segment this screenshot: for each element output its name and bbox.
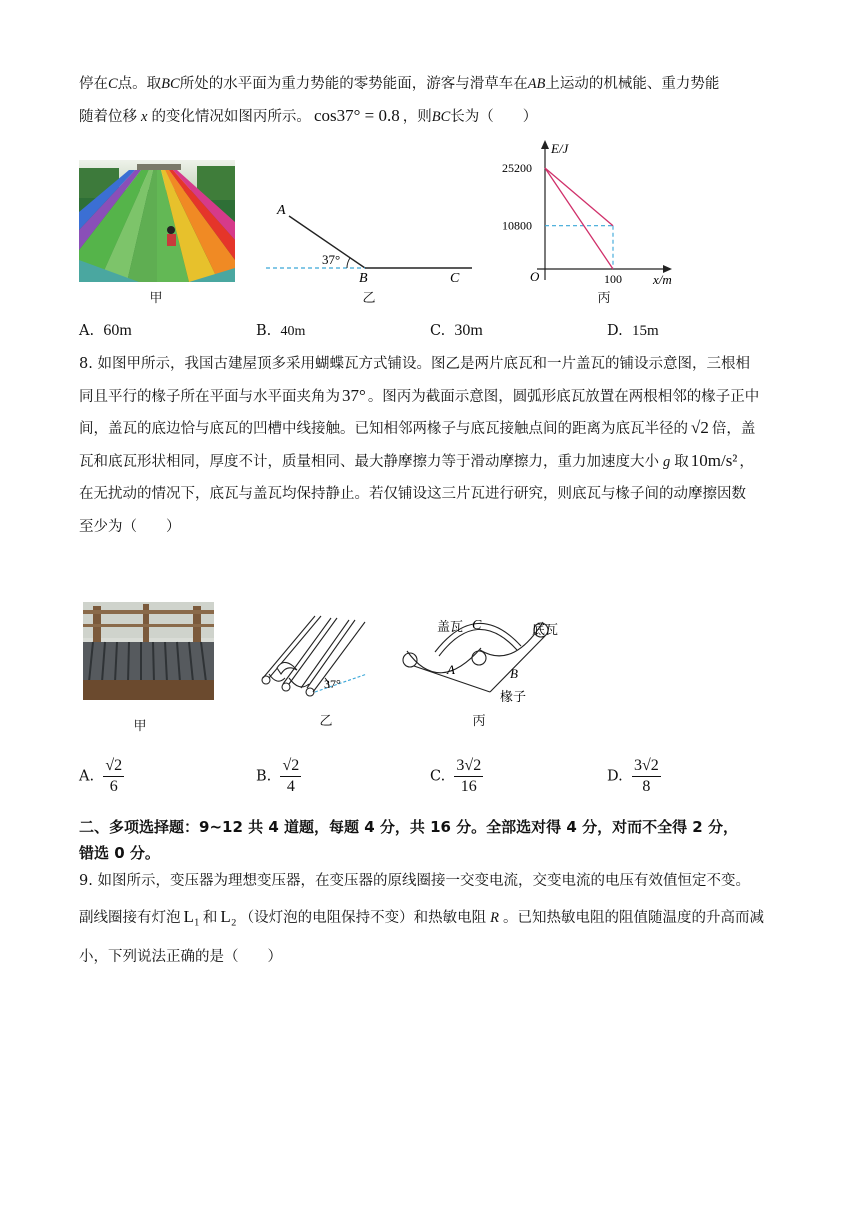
q8-text: 倍，盖 [711,421,756,437]
q8-rafter-diagram [255,612,375,702]
option-fraction [632,756,661,797]
q8-option-c[interactable] [430,756,483,797]
option-letter: A. [79,768,95,785]
q8-fig3-caption: 丙 [472,714,486,729]
q8-label-diwa: 底瓦 [532,622,559,637]
q8-angle: 37° [342,386,366,405]
x-axis-label: x/m [653,272,672,287]
q8-line-4 [79,451,754,472]
x-tick-label: 100 [604,272,622,286]
section-2-heading-line-2: 错选 0 分。 [79,844,160,862]
q7-option-a[interactable] [79,321,132,341]
q7-line-2 [79,106,537,127]
q7-var: x [141,109,148,125]
q8-text: 取 [674,454,689,470]
option-letter: D. [607,323,623,339]
q8-label-gaiwa: 盖瓦 [437,619,464,634]
q7-fig1-caption: 甲 [149,291,163,306]
q7-energy-chart [500,138,690,288]
q9-text: 副线圈接有灯泡 [79,910,181,926]
q7-var: AB [527,76,546,92]
q8-text: 同且平行的椽子所在平面与水平面夹角为 [79,389,340,405]
option-text: 40m [280,324,306,339]
option-letter: B. [256,768,272,785]
fraction-numerator: 3√2 [632,756,661,777]
q7-var: BC [431,109,451,125]
q8-sqrt2: √2 [691,418,709,437]
q7-text: 所处的水平面为重力势能的零势能面，游客与滑草车在 [179,76,528,92]
q7-point-a: A [277,203,286,218]
q8-option-b[interactable] [256,756,301,797]
q9-var-r: R [490,910,499,926]
q8-line-1: 8. 如图甲所示，我国古建屋顶多采用蝴蝶瓦方式铺设。图乙是两片底瓦和一片盖瓦的铺设示意图，三根相 [79,356,750,372]
option-letter: C. [430,768,446,785]
q9-lamp-l2: L₂ [220,907,237,926]
q7-photo-grass-slide [79,160,235,282]
q7-text: 停在 [79,76,108,92]
q9-text: 和 [202,910,218,926]
q7-angle-label: 37° [322,252,341,267]
option-letter: C. [430,323,446,339]
q8-accel-value: 10m/s² [690,451,738,470]
fraction-denominator: 4 [286,778,295,795]
option-text: 15m [631,323,659,339]
option-letter: B. [256,323,272,339]
q7-text: 上运动的机械能、重力势能 [545,76,720,92]
q9-line-2 [79,907,764,928]
q7-option-b[interactable] [256,321,305,342]
fraction-denominator: 8 [642,778,651,795]
q8-label-c: C [472,618,482,633]
y-tick-label: 25200 [502,161,532,175]
q9-line-3: 小，下列说法正确的是（ ） [79,949,282,965]
q7-text: 点。取 [117,76,162,92]
q7-fig2-caption: 乙 [362,291,376,306]
q7-fig3-caption: 丙 [597,291,611,306]
q7-text: 随着位移 [79,109,137,125]
q7-option-d[interactable] [607,321,659,341]
q7-option-c[interactable] [430,321,483,341]
q8-cross-section-diagram [395,612,570,707]
q9-text: 。已知热敏电阻的阻值随温度的升高而减 [502,910,764,926]
q8-label-chuanzi: 椽子 [500,689,527,704]
option-text: 60m [103,322,132,339]
q8-text: 间，盖瓦的底边恰与底瓦的凹槽中线接触。已知相邻两椽子与底瓦接触点间的距离为底瓦半径的 [79,421,688,437]
q8-text: 。图丙为截面示意图，圆弧形底瓦放置在两根相邻的椽子正中 [367,389,760,405]
y-axis-label: E/J [551,141,569,156]
q8-line-2 [79,386,759,407]
q7-cos-expression: cos37° = 0.8 [313,106,400,125]
q7-incline-diagram [262,196,477,286]
q7-text: 的变化情况如图丙所示。 [151,109,311,125]
option-letter: D. [607,768,623,785]
q7-var: C [108,76,118,92]
q7-point-b: B [359,271,368,286]
series-line-2 [545,168,613,269]
q7-text: 长为（ ） [450,109,538,125]
q7-text: ，则 [402,109,432,125]
q8-var-g: g [663,454,671,470]
y-tick-label: 10800 [502,218,532,233]
q8-line-3 [79,418,755,439]
q8-text: 瓦和底瓦形状相同，厚度不计，质量相同、最大静摩擦力等于滑动摩擦力，重力加速度大小 [79,454,659,470]
q9-text: （设灯泡的电阻保持不变）和热敏电阻 [239,910,487,926]
q8-photo-roof [83,602,214,700]
fraction-numerator: √2 [280,756,301,777]
origin-label: O [530,269,540,284]
fraction-numerator: 3√2 [454,756,483,777]
q7-var: BC [161,76,180,92]
q7-line-1 [79,74,719,94]
q8-option-d[interactable] [607,756,661,797]
q8-line-6: 至少为（ ） [79,519,181,535]
fraction-denominator: 16 [460,778,477,795]
section-2-heading-line-1: 二、多项选择题：9~12 共 4 道题，每题 4 分，共 16 分。全部选对得 4 分，对而不全得 2 分， [79,818,738,836]
option-fraction [454,756,483,797]
q8-angle-label: 37° [324,677,341,691]
q8-option-a[interactable] [79,756,124,797]
q8-label-b: B [510,666,518,681]
q9-lamp-l1: L₁ [183,907,200,926]
option-text: 30m [454,322,483,339]
q8-line-5: 在无扰动的情况下，底瓦与盖瓦均保持静止。若仅铺设这三片瓦进行研究，则底瓦与椽子间的动摩擦因数 [79,486,746,502]
q7-point-c: C [450,271,460,286]
fraction-numerator: √2 [103,756,124,777]
option-fraction [103,756,124,797]
q8-label-a: A [447,662,455,677]
q8-fig2-caption: 乙 [319,714,333,729]
series-line-1 [545,168,613,226]
fraction-denominator: 6 [109,778,118,795]
option-fraction [280,756,301,797]
q8-text: ， [739,454,754,470]
q9-line-1: 9. 如图所示，变压器为理想变压器，在变压器的原线圈接一交变电流，交变电流的电压有效值恒定不变。 [79,873,750,889]
option-letter: A. [79,323,95,339]
q8-fig1-caption: 甲 [133,719,147,734]
y-axis-arrow [541,140,549,149]
